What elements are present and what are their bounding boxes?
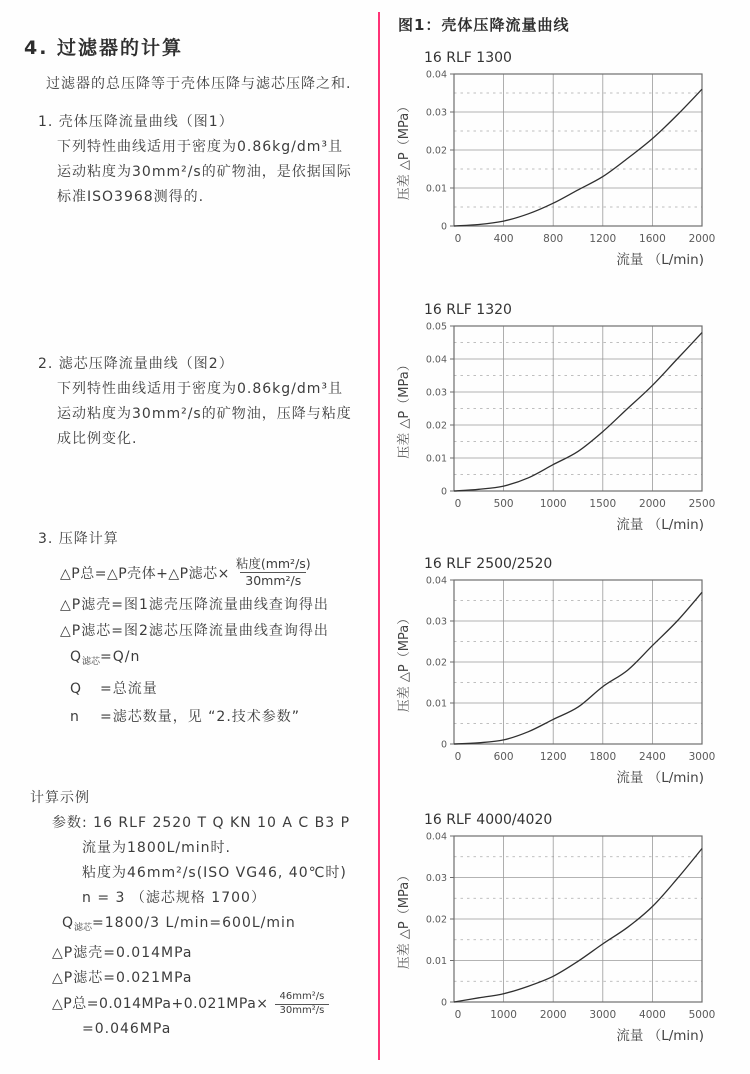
- x-tick-label: 2400: [639, 751, 666, 763]
- section-2-line: 下列特性曲线适用于密度为0.86kg/dm³且: [57, 381, 344, 397]
- y-tick-label: 0.02: [425, 657, 447, 669]
- example-q-calc: [62, 911, 350, 941]
- y-tick-label: 0.01: [425, 453, 447, 465]
- chart-model-title: 16 RLF 1300: [424, 50, 512, 66]
- q-expression: =1800/3 L/min=600L/min: [92, 915, 296, 931]
- gridlines: [454, 580, 702, 744]
- x-tick-label: 3000: [688, 751, 716, 763]
- section-1-line: 标准ISO3968测得的.: [57, 189, 205, 205]
- q-symbol: Q: [62, 915, 75, 931]
- section-3-title: 3. 压降计算: [38, 531, 119, 547]
- example-line: n = 3 （滤芯规格 1700）: [82, 890, 266, 906]
- x-tick-label: 1000: [539, 498, 567, 510]
- definition-n: [70, 703, 329, 731]
- section-1: [38, 110, 352, 210]
- q-subscript: 滤芯: [82, 656, 101, 667]
- y-tick-label: 0.03: [425, 616, 447, 628]
- x-axis-label: 流量 （L/min): [616, 517, 704, 533]
- pressure-drop-formula: [60, 556, 329, 590]
- pressure-drop-curve: [454, 89, 702, 226]
- x-tick-label: 0: [454, 1009, 462, 1021]
- q-expression: =Q/n: [100, 648, 141, 665]
- example-result: =0.046MPa: [82, 1021, 172, 1037]
- q-symbol: Q: [70, 648, 83, 665]
- x-tick-label: 0: [454, 233, 462, 245]
- fraction-numerator: 粘度(mm²/s): [235, 556, 311, 571]
- def-term: Q: [70, 680, 83, 697]
- y-tick-label: 0: [440, 221, 447, 233]
- definition-q: [70, 675, 329, 703]
- x-tick-label: 2000: [639, 498, 666, 510]
- formula-fraction: [236, 556, 311, 590]
- q-element-equation: [70, 644, 329, 675]
- section-2: [38, 352, 352, 452]
- y-tick-label: 0.03: [425, 873, 447, 884]
- y-tick-label: 0.04: [425, 831, 447, 843]
- chart-model-title: 16 RLF 2500/2520: [424, 556, 553, 572]
- gridlines: [454, 836, 702, 1002]
- pressure-drop-curve: [454, 333, 702, 491]
- x-tick-label: 1800: [589, 751, 617, 763]
- calculation-example: [30, 786, 350, 1042]
- section-2-title: 2. 滤芯压降流量曲线（图2）: [38, 356, 234, 372]
- y-tick-label: 0.02: [425, 914, 447, 926]
- example-line: 流量为1800L/min时.: [82, 840, 231, 856]
- chart-model-title: 16 RLF 1320: [424, 302, 512, 318]
- gridlines: [454, 326, 702, 491]
- chart-svg: [390, 44, 742, 278]
- x-tick-label: 600: [493, 751, 514, 763]
- section-3: [38, 527, 329, 731]
- q-subscript: 滤芯: [74, 923, 93, 933]
- y-tick-label: 0: [440, 739, 447, 751]
- y-tick-label: 0.03: [425, 107, 447, 119]
- x-tick-label: 2500: [688, 498, 716, 510]
- intro-text: 过滤器的总压降等于壳体压降与滤芯压降之和.: [46, 76, 352, 92]
- fraction-numerator: 46mm²/s: [279, 991, 325, 1002]
- x-tick-label: 2000: [688, 233, 716, 245]
- y-axis-label: 压差 △P（MPa）: [397, 358, 412, 459]
- example-dp-shell: △P滤壳=0.014MPa: [52, 945, 193, 961]
- y-axis-label: 压差 △P（MPa）: [397, 611, 412, 713]
- chart-16-rlf-1300: [390, 44, 742, 282]
- dp-total-fraction: [275, 991, 330, 1017]
- section-1-line: 运动粘度为30mm²/s的矿物油，是依据国际: [57, 164, 352, 180]
- section-2-line: 运动粘度为30mm²/s的矿物油，压降与粘度: [57, 406, 352, 422]
- chart-svg: [390, 806, 742, 1054]
- def-text: =滤芯数量，见 “2.技术参数”: [100, 708, 301, 725]
- chart-svg: [390, 550, 742, 796]
- example-dp-element: △P滤芯=0.021MPa: [52, 970, 193, 986]
- section-1-title: 1. 壳体压降流量曲线（图1）: [38, 114, 234, 130]
- y-tick-label: 0.01: [425, 698, 447, 710]
- y-tick-label: 0: [440, 486, 447, 498]
- fraction-denominator: 30mm²/s: [275, 1004, 330, 1018]
- section-1-line: 下列特性曲线适用于密度为0.86kg/dm³且: [57, 139, 344, 155]
- x-tick-label: 0: [454, 751, 462, 763]
- x-tick-label: 1200: [539, 751, 567, 763]
- column-divider-line: [378, 12, 380, 1060]
- x-tick-label: 3000: [589, 1009, 617, 1021]
- page-title: 4. 过滤器的计算: [24, 36, 184, 59]
- y-tick-label: 0.02: [425, 145, 447, 157]
- example-line: 粘度为46mm²/s(ISO VG46, 40℃时): [82, 865, 347, 881]
- example-title: 计算示例: [30, 790, 90, 806]
- x-tick-label: 400: [493, 233, 514, 245]
- x-tick-label: 1600: [639, 233, 666, 245]
- x-tick-label: 0: [454, 498, 462, 510]
- chart-svg: [390, 296, 742, 543]
- def-term: n: [70, 708, 80, 725]
- y-tick-label: 0.05: [425, 321, 447, 333]
- y-tick-label: 0.01: [425, 183, 447, 195]
- example-parameters: 参数: 16 RLF 2520 T Q KN 10 A C B3 P: [52, 815, 351, 831]
- y-tick-label: 0.03: [425, 387, 447, 399]
- chart-16-rlf-4000-4020: [390, 806, 742, 1058]
- y-tick-label: 0.04: [425, 354, 447, 366]
- x-tick-label: 500: [493, 498, 514, 510]
- gridlines: [454, 74, 702, 226]
- pressure-drop-curve: [454, 849, 702, 1003]
- x-axis-label: 流量 （L/min): [616, 1028, 704, 1044]
- formula-lhs: △P总=△P壳体+△P滤芯×: [60, 565, 230, 582]
- y-tick-label: 0.01: [425, 956, 447, 967]
- x-tick-label: 1500: [589, 498, 617, 510]
- y-tick-label: 0: [440, 997, 447, 1009]
- dp-total-lhs: △P总=0.014MPa+0.021MPa×: [52, 995, 269, 1012]
- section-2-line: 成比例变化.: [57, 431, 138, 447]
- y-axis-label: 压差 △P（MPa）: [397, 868, 412, 970]
- example-dp-total: [52, 991, 350, 1017]
- y-axis-label: 压差 △P（MPa）: [397, 99, 412, 201]
- x-axis-label: 流量 （L/min): [616, 252, 704, 268]
- chart-model-title: 16 RLF 4000/4020: [424, 812, 553, 828]
- pressure-drop-curve: [454, 592, 702, 744]
- x-tick-label: 1200: [589, 233, 617, 245]
- y-tick-label: 0.04: [425, 69, 447, 81]
- x-axis-label: 流量 （L/min): [616, 770, 704, 786]
- x-tick-label: 5000: [688, 1009, 716, 1021]
- x-tick-label: 800: [543, 233, 564, 245]
- y-tick-label: 0.04: [425, 575, 447, 587]
- lookup-line-shell: △P滤壳=图1滤壳压降流量曲线查询得出: [60, 596, 329, 613]
- x-tick-label: 4000: [639, 1009, 666, 1021]
- y-tick-label: 0.02: [425, 420, 447, 432]
- figure-1-title: 图1：壳体压降流量曲线: [398, 16, 570, 34]
- chart-16-rlf-2500-2520: [390, 550, 742, 800]
- chart-16-rlf-1320: [390, 296, 742, 547]
- fraction-denominator: 30mm²/s: [240, 572, 306, 589]
- x-tick-label: 1000: [490, 1009, 517, 1021]
- x-tick-label: 2000: [539, 1009, 567, 1021]
- def-text: =总流量: [100, 680, 158, 697]
- lookup-line-element: △P滤芯=图2滤芯压降流量曲线查询得出: [60, 622, 329, 639]
